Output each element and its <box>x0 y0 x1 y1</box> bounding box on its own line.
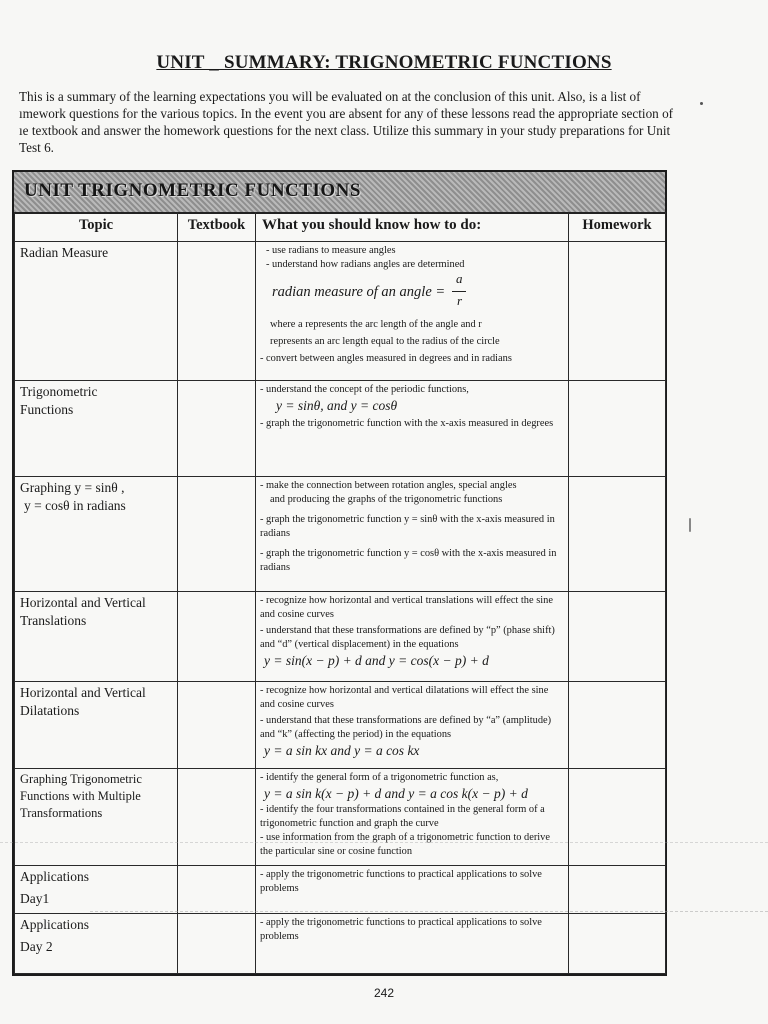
scan-speck <box>700 102 703 105</box>
textbook-cell <box>178 769 256 866</box>
topic-text: Radian Measure <box>20 245 109 260</box>
know-line: - identify the general form of a trigonometric function as, <box>260 772 499 783</box>
know-line: - convert between angles measured in degrees and in radians <box>260 353 512 364</box>
summary-table-frame <box>12 170 667 976</box>
textbook-cell <box>178 682 256 769</box>
know-line: - recognize how horizontal and vertical dilatations will effect the sine and cosine curves <box>260 685 549 710</box>
know-line: - apply the trigonometric functions to practical applications to solve problems <box>260 917 542 942</box>
topic-text: Functions <box>20 402 74 417</box>
header-homework: Homework <box>569 212 666 242</box>
homework-cell <box>569 682 666 769</box>
table-row <box>15 592 666 682</box>
scan-artifact-line <box>90 911 768 912</box>
scan-artifact-line <box>0 842 768 843</box>
know-cell <box>256 682 569 769</box>
topic-cell <box>15 477 178 592</box>
homework-cell <box>569 866 666 914</box>
table-banner <box>14 172 665 214</box>
formula-denominator: r <box>457 293 463 308</box>
table-row <box>15 477 666 592</box>
know-cell <box>256 381 569 477</box>
table-row <box>15 242 666 381</box>
intro-paragraph: This is a summary of the learning expectations you will be evaluated on at the conclusion of this unit. Also, is a list of ımework questions for the various topics. In the event you are absent for any of these lessons read the appropriate section of ıe textbook and answer the homework questions for the next class. Utilize this summary in your study preparations for Unit Test 6. <box>19 89 674 155</box>
topic-text: Graphing y = sinθ , <box>20 480 125 495</box>
topic-text: y = cosθ in radians <box>24 498 126 513</box>
formula-numerator: a <box>456 271 463 286</box>
equation: y = a sin k(x − p) + d and y = a cos k(x − p) + d <box>264 786 528 801</box>
topic-cell <box>15 242 178 381</box>
page-number: 242 <box>373 986 395 1000</box>
topic-text: Trigonometric <box>20 384 98 399</box>
banner-title: UNIT TRIGNOMETRIC FUNCTIONS <box>24 180 361 201</box>
radian-formula <box>260 272 564 318</box>
table-row <box>15 769 666 866</box>
page-title: UNIT _ SUMMARY: TRIGNOMETRIC FUNCTIONS <box>156 52 612 73</box>
topic-text: Applications <box>20 917 89 932</box>
know-line: - understand how radians angles are determined <box>266 259 465 270</box>
know-line: - graph the trigonometric function y = sinθ with the x-axis measured in radians <box>260 514 555 539</box>
topic-text: Day1 <box>20 891 50 906</box>
table-row <box>15 866 666 914</box>
header-know: What you should know how to do: <box>256 212 569 242</box>
homework-cell <box>569 381 666 477</box>
know-cell <box>256 592 569 682</box>
know-cell <box>256 866 569 914</box>
table-row <box>15 914 666 974</box>
know-line: and producing the graphs of the trigonometric functions <box>270 494 503 505</box>
know-line: - graph the trigonometric function y = cosθ with the x-axis measured in radians <box>260 548 557 573</box>
topic-cell <box>15 592 178 682</box>
topic-cell <box>15 682 178 769</box>
know-line: - use radians to measure angles <box>266 245 396 256</box>
table-row <box>15 682 666 769</box>
homework-cell <box>569 477 666 592</box>
know-line: - understand that these transformations are defined by “p” (phase shift) and “d” (vertical displacement) in the equations <box>260 625 555 650</box>
know-cell <box>256 914 569 974</box>
formula-lhs: radian measure of an angle = <box>272 284 446 300</box>
topic-text: Translations <box>20 613 87 628</box>
topic-text: Applications <box>20 869 89 884</box>
header-textbook: Textbook <box>178 212 256 242</box>
topic-text: Day 2 <box>20 939 53 954</box>
textbook-cell <box>178 866 256 914</box>
table-row <box>15 381 666 477</box>
know-line: - recognize how horizontal and vertical translations will effect the sine and cosine curves <box>260 595 553 620</box>
topic-text: Dilatations <box>20 703 80 718</box>
homework-cell <box>569 242 666 381</box>
know-line: - apply the trigonometric functions to practical applications to solve problems <box>260 869 542 894</box>
topic-cell <box>15 381 178 477</box>
topic-cell <box>15 769 178 866</box>
homework-cell <box>569 592 666 682</box>
know-cell <box>256 769 569 866</box>
homework-cell <box>569 769 666 866</box>
know-line: - use information from the graph of a trigonometric function to derive the particular sine or cosine function <box>260 832 550 857</box>
textbook-cell <box>178 592 256 682</box>
topic-text: Functions with Multiple <box>20 789 141 803</box>
textbook-cell <box>178 242 256 381</box>
summary-table <box>14 212 666 974</box>
homework-cell <box>569 914 666 974</box>
know-cell <box>256 242 569 381</box>
equation: y = a sin kx and y = a cos kx <box>264 743 420 758</box>
equation: y = sinθ, and y = cosθ <box>276 398 398 413</box>
header-row <box>15 212 666 242</box>
know-line: - understand the concept of the periodic functions, <box>260 384 469 395</box>
know-line: represents an arc length equal to the radius of the circle <box>270 336 500 347</box>
topic-text: Horizontal and Vertical <box>20 595 146 610</box>
equation: y = sin(x − p) + d and y = cos(x − p) + d <box>264 653 489 668</box>
textbook-cell <box>178 477 256 592</box>
topic-cell <box>15 866 178 914</box>
know-line: - make the connection between rotation angles, special angles <box>260 480 517 491</box>
topic-cell <box>15 914 178 974</box>
textbook-cell <box>178 381 256 477</box>
topic-text: Horizontal and Vertical <box>20 685 146 700</box>
know-line: where a represents the arc length of the angle and r <box>270 319 482 330</box>
know-cell <box>256 477 569 592</box>
textbook-cell <box>178 914 256 974</box>
know-line: - graph the trigonometric function with the x-axis measured in degrees <box>260 418 554 429</box>
topic-text: Graphing Trigonometric <box>20 772 142 786</box>
know-line: - identify the four transformations contained in the general form of a trigonometric function and graph the curve <box>260 804 545 829</box>
scan-speck <box>689 518 691 532</box>
fraction-bar <box>452 291 466 292</box>
header-topic: Topic <box>15 212 178 242</box>
know-line: - understand that these transformations are defined by “a” (amplitude) and “k” (affecting the period) in the equations <box>260 715 552 740</box>
topic-text: Transformations <box>20 806 103 820</box>
